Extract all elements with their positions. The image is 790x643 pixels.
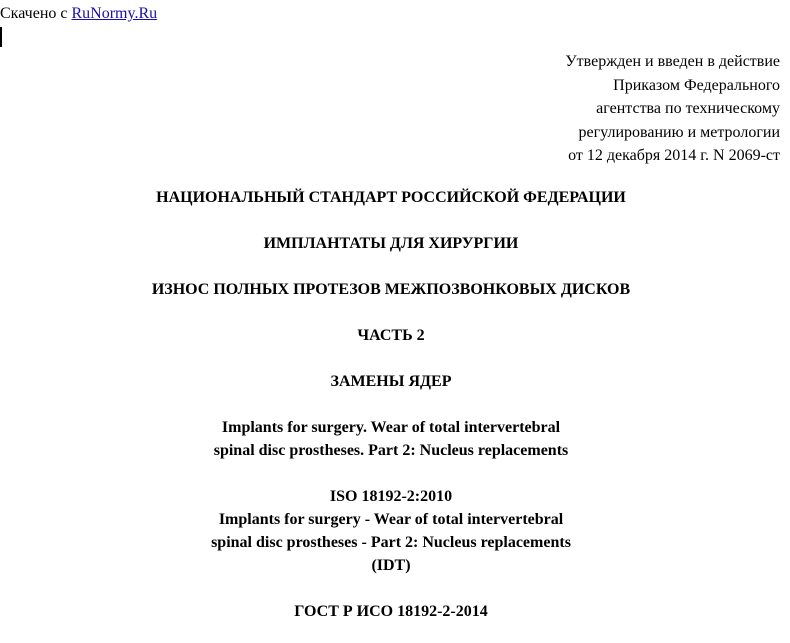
approval-block bbox=[565, 50, 780, 168]
national-standard-heading: НАЦИОНАЛЬНЫЙ СТАНДАРТ РОССИЙСКОЙ ФЕДЕРАЦИИ bbox=[156, 189, 626, 206]
text-cursor bbox=[0, 27, 2, 47]
approval-line: регулированию и метрологии bbox=[578, 123, 780, 141]
part-heading: ЧАСТЬ 2 bbox=[357, 327, 425, 344]
approval-line: агентства по техническому bbox=[596, 100, 780, 117]
approval-line: от 12 декабря 2014 г. N 2069-ст bbox=[568, 147, 780, 164]
part-title: ЗАМЕНЫ ЯДЕР bbox=[330, 373, 452, 390]
approval-line: Приказом Федерального bbox=[613, 76, 780, 94]
source-prefix: Скачено с bbox=[0, 5, 72, 22]
source-link[interactable]: RuNormy.Ru bbox=[71, 5, 158, 22]
iso-title-line: spinal disc prostheses - Part 2: Nucleus replacements bbox=[211, 534, 571, 551]
english-title-line: Implants for surgery. Wear of total intervertebral bbox=[221, 419, 561, 436]
source-line bbox=[0, 4, 157, 24]
iso-equivalence: (IDT) bbox=[371, 557, 411, 574]
english-title bbox=[0, 416, 782, 462]
gost-designation: ГОСТ Р ИСО 18192-2-2014 bbox=[294, 603, 488, 620]
approval-line: Утвержден и введен в действие bbox=[565, 53, 780, 70]
subject-heading: ИМПЛАНТАТЫ ДЛЯ ХИРУРГИИ bbox=[263, 235, 519, 252]
iso-number: ISO 18192-2:2010 bbox=[329, 488, 453, 505]
iso-reference bbox=[0, 485, 782, 577]
iso-title-line: Implants for surgery - Wear of total intervertebral bbox=[218, 511, 564, 528]
english-title-line: spinal disc prostheses. Part 2: Nucleus replacements bbox=[213, 442, 569, 459]
document-title: ИЗНОС ПОЛНЫХ ПРОТЕЗОВ МЕЖПОЗВОНКОВЫХ ДИСКОВ bbox=[151, 281, 631, 298]
